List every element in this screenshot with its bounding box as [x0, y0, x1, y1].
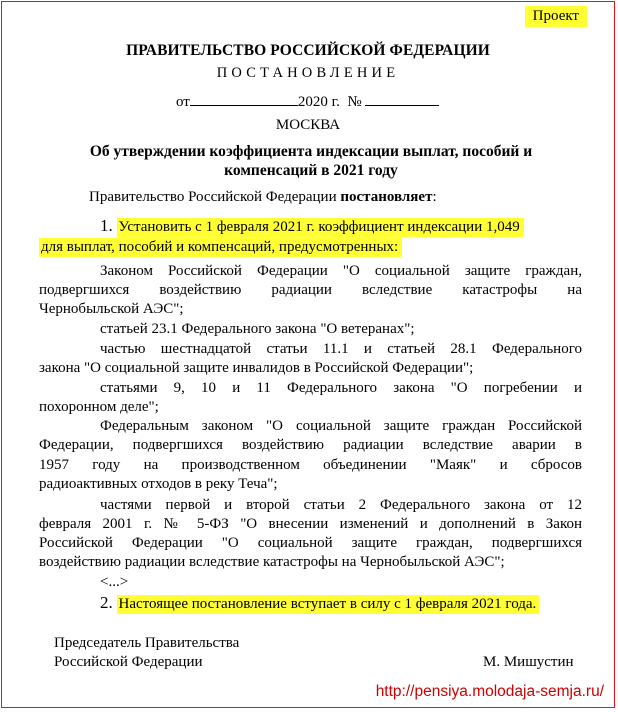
law6-line2: февраля 2001 г. № 5-ФЗ "О внесении изменений и дополнений в Закон: [39, 516, 582, 532]
law5-line4: радиоактивных отходов в реку Теча";: [39, 476, 278, 492]
law2-line1: статьей 23.1 Федерального закона "О ветеранах";: [100, 321, 415, 337]
date-line: [176, 91, 439, 111]
item2-line: [100, 594, 539, 613]
law4-line1: статьями 9, 10 и 11 Федерального закона "О погребении и: [100, 380, 582, 396]
item2-number: 2.: [100, 593, 113, 612]
law6-line4: воздействию радиации вследствие катастрофы на Чернобыльской АЭС";: [39, 554, 505, 570]
decree-lead: Правительство Российской Федерации: [89, 189, 337, 205]
decree-line: [89, 189, 437, 206]
document-type: ПОСТАНОВЛЕНИЕ: [216, 65, 400, 81]
item1-line2: [39, 238, 402, 256]
law1-line2: подвергшихся воздействию радиации вследствие катастрофы на: [39, 282, 582, 298]
item1-line1: [100, 217, 524, 236]
document-page: [1, 1, 615, 708]
law3-line2: закона "О социальной защите инвалидов в Российской Федерации";: [39, 360, 474, 376]
item1-text-line2: для выплат, пособий и компенсаций, предусмотренных:: [39, 238, 402, 257]
item1-number: 1.: [100, 216, 113, 235]
law1-line3: Чернобыльской АЭС";: [39, 301, 184, 317]
date-prefix: от: [176, 94, 190, 110]
law5-line3: 1957 году на производственном объединении "Маяк" и сбросов: [39, 457, 582, 473]
law3-line1: частью шестнадцатой статьи 11.1 и статьей 28.1 Федерального: [100, 341, 582, 357]
date-year: 2020 г.: [297, 94, 340, 110]
law6-line1: частями первой и второй статьи 2 Федерального закона от 12: [100, 497, 582, 513]
city: МОСКВА: [275, 117, 341, 133]
signature-role-line2: Российской Федерации: [54, 654, 203, 670]
law1-line1: Законом Российской Федерации "О социальной защите граждан,: [100, 263, 582, 279]
decree-verb: постановляет: [340, 189, 433, 205]
signature-role-line1: Председатель Правительства: [54, 635, 240, 651]
law4-line2: похоронном деле";: [39, 399, 159, 415]
number-sign: №: [347, 94, 362, 110]
law5-line1: Федеральным законом "О социальной защите граждан Российской: [100, 418, 582, 434]
draft-badge: Проект: [525, 6, 587, 27]
ellipsis: <...>: [100, 574, 129, 590]
item1-text-line1: Установить с 1 февраля 2021 г. коэффициент индексации 1,049: [117, 218, 524, 237]
signature-name: М. Мишустин: [483, 654, 574, 670]
document-heading: Об утверждении коэффициента индексации выплат, пособий и компенсаций в 2021 году: [89, 143, 533, 179]
government-title: ПРАВИТЕЛЬСТВО РОССИЙСКОЙ ФЕДЕРАЦИИ: [126, 42, 490, 59]
item2-text: Настоящее постановление вступает в силу с 1 февраля 2021 года.: [117, 595, 540, 614]
date-blank: [190, 91, 298, 106]
number-blank: [365, 91, 439, 106]
law6-line3: Российской Федерации "О социальной защите граждан, подвергшихся: [39, 535, 582, 551]
watermark-link[interactable]: http://pensiya.molodaja-semja.ru/: [375, 683, 604, 700]
decree-colon: :: [432, 189, 437, 205]
law5-line2: Федерации, подвергшихся воздействию радиации вследствие аварии в: [39, 437, 582, 453]
